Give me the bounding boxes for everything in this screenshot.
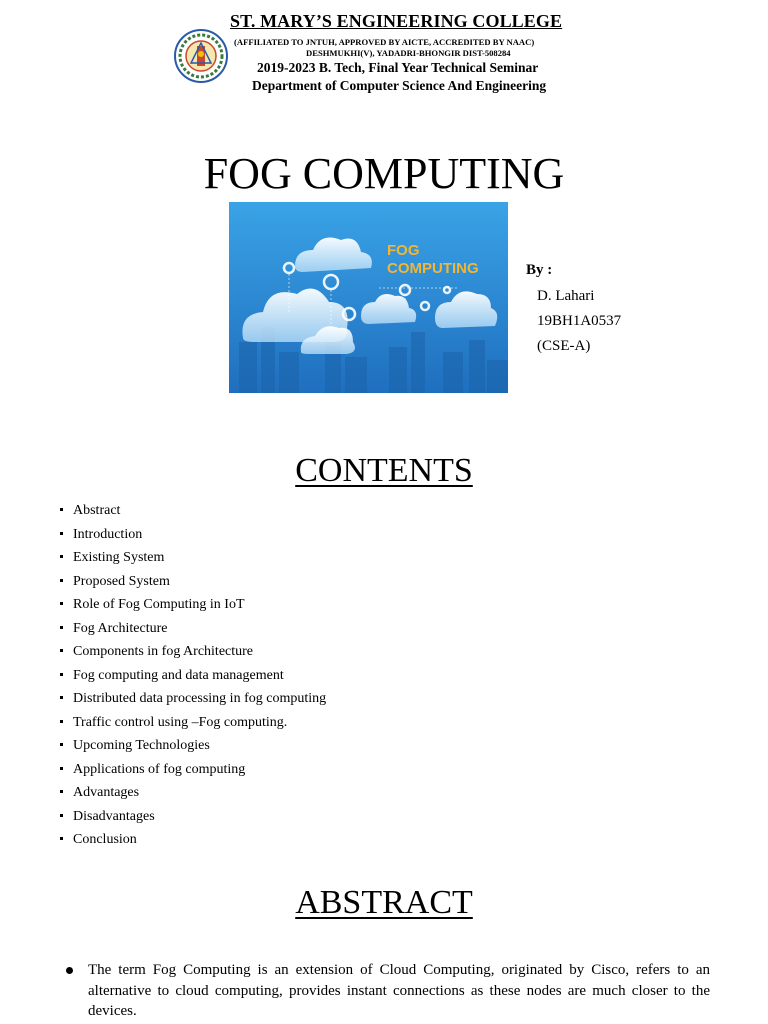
list-item — [60, 620, 326, 644]
author-section: (CSE-A) — [537, 338, 591, 354]
list-item-label: Introduction — [73, 526, 143, 542]
list-item — [60, 808, 326, 832]
bullet-icon — [60, 532, 63, 535]
list-item-label: Components in fog Architecture — [73, 644, 254, 659]
list-item-label: Conclusion — [73, 832, 137, 847]
college-address: DESHMUKHI(V), YADADRI-BHONGIR DIST-508284 — [306, 48, 511, 58]
college-seal-icon — [173, 27, 229, 85]
bullet-icon — [60, 837, 63, 840]
list-item — [60, 714, 326, 738]
list-item-label: Existing System — [73, 550, 165, 565]
list-item — [60, 831, 326, 855]
author-name: D. Lahari — [537, 288, 595, 304]
bullet-icon — [60, 555, 63, 558]
list-item — [60, 573, 326, 597]
list-item-label: Role of Fog Computing in IoT — [73, 597, 245, 612]
list-item-label: Disadvantages — [73, 808, 155, 824]
document-title: FOG COMPUTING — [203, 149, 565, 198]
bullet-icon — [60, 720, 63, 723]
bullet-icon — [60, 767, 63, 770]
fog-computing-banner-image — [229, 202, 508, 393]
author-roll-number: 19BH1A0537 — [537, 313, 622, 329]
bullet-icon — [60, 626, 63, 629]
list-item-label: Upcoming Technologies — [73, 738, 210, 753]
department-line: Department of Computer Science And Engineering — [252, 78, 547, 93]
author-by-label: By : — [526, 262, 553, 278]
list-item — [60, 526, 326, 550]
abstract-heading: ABSTRACT — [295, 884, 473, 921]
bullet-icon — [60, 814, 63, 817]
bullet-icon — [60, 743, 63, 746]
list-item-label: Abstract — [73, 503, 121, 518]
college-header — [0, 0, 768, 100]
list-item — [60, 596, 326, 620]
seminar-line: 2019-2023 B. Tech, Final Year Technical Seminar — [257, 60, 539, 75]
list-item — [60, 643, 326, 667]
list-item — [60, 667, 326, 691]
list-item-label: Fog computing and data management — [73, 667, 284, 683]
bullet-icon — [60, 649, 63, 652]
contents-list — [60, 502, 326, 855]
list-item — [60, 737, 326, 761]
list-item — [60, 690, 326, 714]
bullet-icon — [60, 696, 63, 699]
bullet-icon — [60, 579, 63, 582]
abstract-paragraph: The term Fog Computing is an extension of Cloud Computing, originated by Cisco, refers to an alternative to cloud computing, provides instant connections as these nodes are much closer to the devices. — [88, 962, 710, 1019]
bullet-icon — [60, 602, 63, 605]
list-item — [60, 502, 326, 526]
bullet-icon — [66, 967, 73, 974]
list-item-label: Traffic control using –Fog computing. — [73, 714, 288, 730]
banner-title-line2: COMPUTING — [387, 260, 479, 277]
list-item-label: Proposed System — [73, 573, 170, 589]
bullet-icon — [60, 508, 63, 511]
banner-title-line1: FOG — [387, 242, 420, 259]
list-item-label: Fog Architecture — [73, 620, 168, 636]
affiliation-text: (AFFILIATED TO JNTUH, APPROVED BY AICTE, ACCREDITED BY NAAC) — [234, 37, 535, 47]
bullet-icon — [60, 673, 63, 676]
list-item — [60, 549, 326, 573]
college-name: ST. MARY’S ENGINEERING COLLEGE — [230, 11, 563, 31]
list-item-label: Applications of fog computing — [73, 761, 246, 777]
contents-heading: CONTENTS — [295, 452, 473, 489]
list-item — [60, 784, 326, 808]
list-item-label: Advantages — [73, 785, 140, 800]
list-item — [60, 761, 326, 785]
bullet-icon — [60, 790, 63, 793]
list-item-label: Distributed data processing in fog computing — [73, 691, 327, 706]
